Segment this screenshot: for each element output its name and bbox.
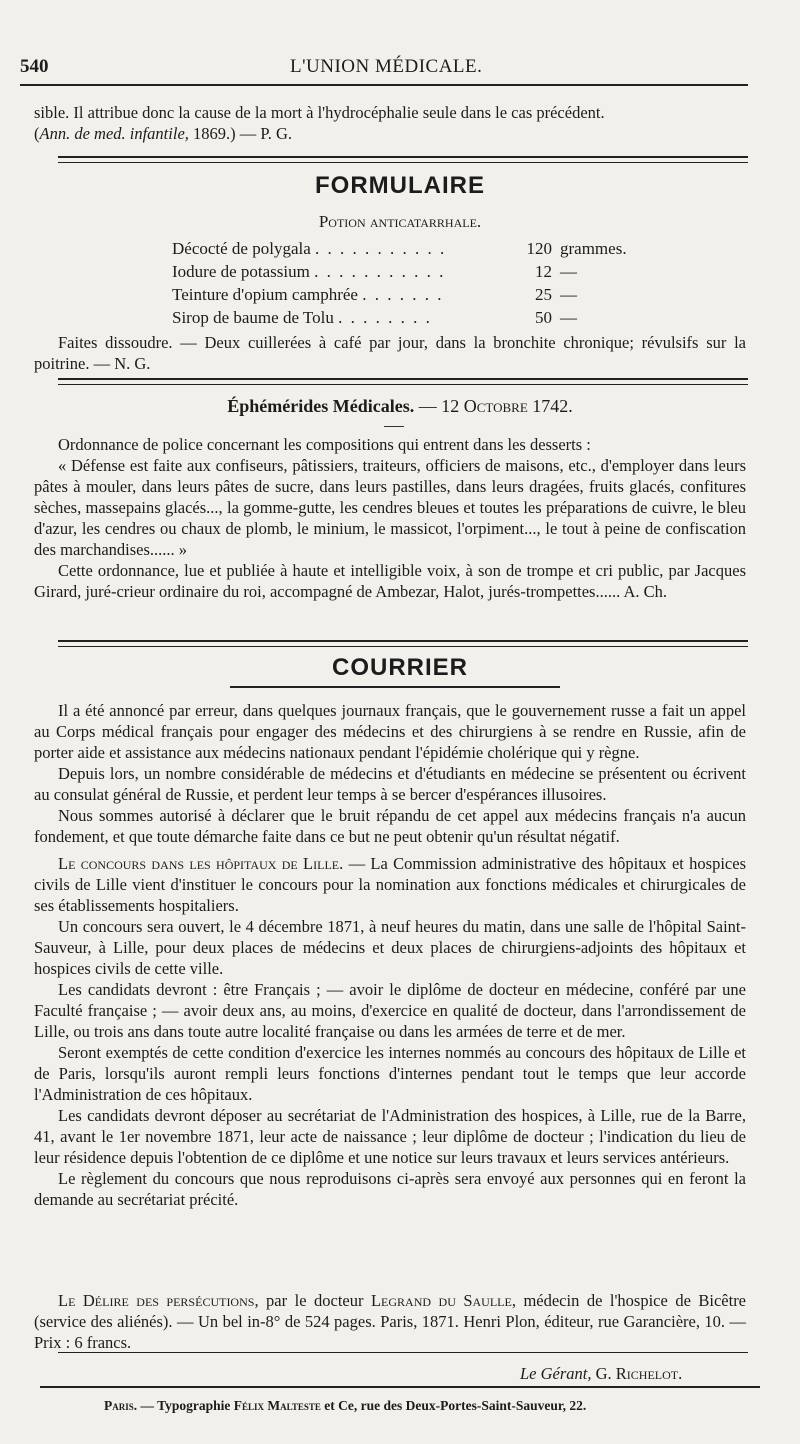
running-title: L'UNION MÉDICALE. [290, 56, 483, 77]
paragraph: Ordonnance de police concernant les compositions qui entrent dans les desserts : [58, 435, 591, 454]
imprint: Paris. — Typographie Félix Malteste et Ce, rue des Deux-Portes-Saint-Sauveur, 22. [104, 1398, 587, 1413]
paragraph: Nous sommes autorisé à déclarer que le bruit répandu de cet appel aux médecins français n'a aucun fondement, et que toute démarche faite dans ce but ne peut obtenir qu'un résultat négatif. [34, 806, 746, 846]
book-author: Legrand du Saulle, [370, 1291, 516, 1310]
ephemerides-date: — 12 Octobre 1742. [418, 396, 573, 416]
recipe-line: Teinture d'opium camphrée . . . . . . . 25 — [172, 285, 577, 304]
section-rule-top [58, 378, 748, 380]
paragraph: Seront exemptés de cette condition d'exercice les internes nommés au concours des hôpitaux de Lille et de Paris, lorsqu'ils auront rempli leurs fonctions d'internes pendant tout le temps que leur accorde l'Administration de ces hôpitaux. [34, 1043, 746, 1104]
courrier-body [34, 700, 746, 1210]
ephemerides-heading [0, 396, 800, 417]
section-rule-bottom [58, 646, 748, 647]
header-rule [20, 84, 748, 86]
book-title: Le Délire des persécutions, [58, 1291, 259, 1310]
recipe-line: Sirop de baume de Tolu . . . . . . . . 50 — [172, 308, 577, 327]
dash-ornament [384, 426, 404, 427]
section-rule-top [58, 640, 748, 642]
recipe-line: Iodure de potassium . . . . . . . . . . . 12 — [172, 262, 577, 281]
signature [520, 1364, 682, 1384]
carryover-reference: Ann. de med. infantile, [39, 124, 189, 143]
imprint-printer: Félix Malteste [233, 1398, 321, 1413]
signature-name: G. Richelot. [595, 1364, 683, 1383]
ephemerides-title: Éphémérides Médicales. [227, 396, 415, 416]
paragraph: Les candidats devront : être Français ; — avoir le diplôme de docteur en médecine, conféré par une Faculté française ; — avoir deux ans, au moins, d'exercice en qualité de docteur, dans l'arrondissement de Lille, ou trois ans dans toute autre localité française ou dans les armées de terre et de mer. [34, 980, 746, 1041]
concours-heading: Le concours dans les hôpitaux de Lille. [58, 854, 344, 873]
paragraph: Un concours sera ouvert, le 4 décembre 1871, à neuf heures du matin, dans une salle de l'hôpital Saint-Sauveur, à Lille, pour deux places de médecins et deux places de chirurgiens-adjoints des hôpitaux et hospices civils de cette ville. [34, 917, 746, 978]
ephemerides-body [34, 434, 746, 602]
concours-paragraph: Le concours dans les hôpitaux de Lille. — La Commission administrative des hôpitaux et hospices civils de Lille vient d'instituer le concours pour la nomination aux fonctions médicales et chirurgicales de ses établissements hospitaliers. [34, 854, 746, 915]
book-notice: Le Délire des persécutions, par le docteur Legrand du Saulle, médecin de l'hospice de Bicêtre (service des aliénés). — Un bel in-8° de 524 pages. Paris, 1871. Henri Plon, éditeur, rue Garancière, 10. — Prix : 6 francs. [34, 1291, 747, 1352]
paragraph: Depuis lors, un nombre considérable de médecins et d'étudiants en médecine se présentent ou écrivent au consulat général de Russie, et perdent leur temps à se bercer d'espérances illusoires. [34, 764, 746, 804]
recipe-instructions: Faites dissoudre. — Deux cuillerées à café par jour, dans la bronchite chronique; révulsifs sur la poitrine. — N. G. [34, 333, 746, 373]
signature-rule [58, 1352, 748, 1353]
carryover-signature: 1869.) — P. G. [188, 124, 293, 143]
paragraph: Il a été annoncé par erreur, dans quelques journaux français, que le gouvernement russe a fait un appel au Corps médical français pour engager des médecins et des chirurgiens à se rendre en Russie, afin de porter aide et assistance aux médecins nationaux pendant l'épidémie cholérique qui y règne. [34, 701, 746, 762]
signature-label: Le Gérant, [520, 1364, 592, 1383]
paragraph: Cette ordonnance, lue et publiée à haute et intelligible voix, à son de trompe et cri public, par Jacques Girard, juré-crieur ordinaire du roi, accompagné de Ambezar, Halot, jurés-trompettes...... A. Ch. [34, 561, 746, 601]
carryover-paragraph: sible. Il attribue donc la cause de la mort à l'hydrocéphalie seule dans le cas précédent. (Ann. de med. infantile, 1869.) — P. G. [34, 102, 746, 144]
recipe-line: Décocté de polygala . . . . . . . . . . . 120 grammes. [172, 239, 627, 258]
page-number: 540 [20, 56, 49, 77]
carryover-line: sible. Il attribue donc la cause de la mort à l'hydrocéphalie seule dans le cas précédent. [34, 103, 605, 122]
courrier-heading: COURRIER [331, 654, 468, 681]
paragraph: Les candidats devront déposer au secrétariat de l'Administration des hospices, à Lille, rue de la Barre, 41, avant le 1er novembre 1871, leur acte de naissance ; leur diplôme de docteur ; l'indication du lieu de leur résidence depuis l'obtention de ce diplôme et une notice sur leurs travaux et leurs services antérieurs. [34, 1106, 746, 1167]
section-rule-bottom [58, 162, 748, 163]
imprint-rule [40, 1386, 760, 1388]
paragraph: « Défense est faite aux confiseurs, pâtissiers, traiteurs, officiers de maisons, etc., d'employer dans leurs pâtes à mouler, dans leurs pâtes de sucre, dans leurs pastilles, dans leurs dragées, fruits glacés, confitures sèches, massepains glacés..., la gomme-gutte, les cendres bleues et toutes les préparations de cuivre, le bleu d'azur, les cendres ou chaux de plomb, le minium, le massicot, l'orpiment..., le tout à peine de confiscation des marchandises...... » [34, 456, 746, 559]
courrier-underline [230, 686, 560, 688]
section-rule-bottom [58, 384, 748, 385]
recipe-title: Potion anticatarrhale. [318, 212, 482, 231]
section-rule-top [58, 156, 748, 158]
formulaire-heading: FORMULAIRE [315, 172, 485, 199]
imprint-city: Paris. [104, 1398, 138, 1413]
paragraph: Le règlement du concours que nous reproduisons ci-après sera envoyé aux personnes qui en feront la demande au secrétariat précité. [34, 1169, 746, 1209]
